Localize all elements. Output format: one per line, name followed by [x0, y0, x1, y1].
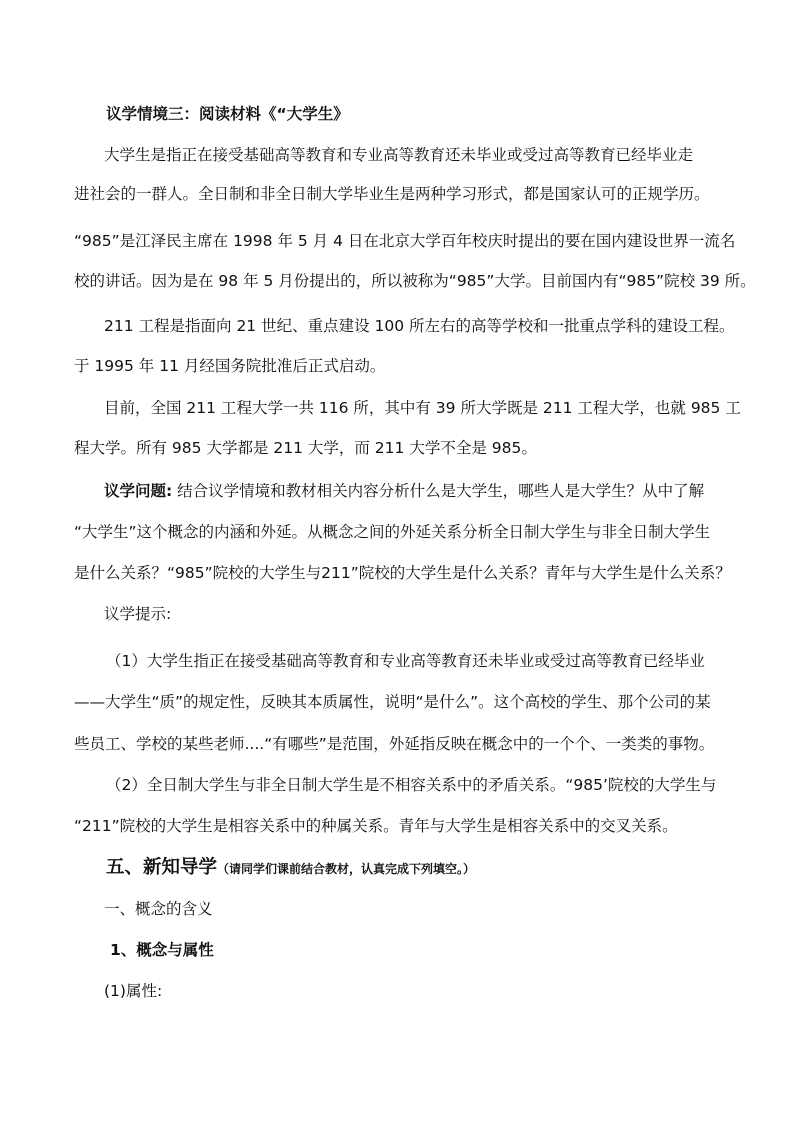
question-label: 议学问题: — [104, 482, 173, 500]
paragraph-line: 程大学。所有 985 大学都是 211 大学，而 211 大学不全是 985。 — [74, 439, 537, 457]
section5-heading — [106, 857, 475, 880]
question-line — [104, 480, 704, 502]
question-text: 结合议学情境和教材相关内容分析什么是大学生，哪些人是大学生？从中了解 — [172, 482, 705, 500]
paragraph-line: “985”是江泽民主席在 1998 年 5 月 4 日在北京大学百年校庆时提出的要在国内建设世界一流名 — [74, 232, 736, 250]
paragraph-line: 校的讲话。因为是在 98 年 5 月份提出的，所以被称为“985”大学。目前国内有“985”院校 39 所。 — [74, 272, 756, 290]
paragraph-line: 211 工程是指面向 21 世纪、重点建设 100 所左右的高等学校和一批重点学科的建设工程。 — [104, 317, 735, 335]
paragraph-line: 目前，全国 211 工程大学一共 116 所，其中有 39 所大学既是 211 工程大学，也就 985 工 — [104, 399, 741, 417]
outline-item: 一、概念的含义 — [104, 900, 213, 918]
section5-title: 五、新知导学 — [106, 857, 218, 878]
section5-note: （请同学们课前结合教材，认真完成下列填空。） — [217, 862, 476, 876]
question-line: 是什么关系？“985”院校的大学生与211”院校的大学生是什么关系？青年与大学生是什么关系？ — [74, 564, 731, 582]
outline-subitem: 1、概念与属性 — [110, 941, 214, 959]
hint-line: （1）大学生指正在接受基础高等教育和专业高等教育还未毕业或受过高等教育已经毕业 — [106, 652, 705, 670]
paragraph-line: 进社会的一群人。全日制和非全日制大学毕业生是两种学习形式，都是国家认可的正规学历。 — [74, 185, 710, 203]
question-line: “大学生”这个概念的内涵和外延。从概念之间的外延关系分析全日制大学生与非全日制大学生 — [74, 523, 711, 541]
section3-title: 议学情境三：阅读材料《“大学生》 — [106, 105, 349, 123]
hint-line: 些员工、学校的某些老师....“有哪些”是范围，外延指反映在概念中的一个个、一类类的事物。 — [74, 735, 715, 753]
outline-subsubitem: (1)属性: — [104, 982, 163, 1000]
hint-line: （2）全日制大学生与非全日制大学生是不相容关系中的矛盾关系。“985’院校的大学生与 — [106, 776, 717, 794]
paragraph-line: 于 1995 年 11 月经国务院批准后正式启动。 — [74, 357, 386, 375]
hint-title: 议学提示: — [104, 605, 172, 623]
hint-line: ——大学生“质”的规定性，反映其本质属性，说明“是什么”。这个高校的学生、那个公司的某 — [74, 693, 711, 711]
paragraph-line: 大学生是指正在接受基础高等教育和专业高等教育还未毕业或受过高等教育已经毕业走 — [104, 146, 694, 164]
hint-line: “211”院校的大学生是相容关系中的种属关系。青年与大学生是相容关系中的交叉关系。 — [74, 817, 678, 835]
